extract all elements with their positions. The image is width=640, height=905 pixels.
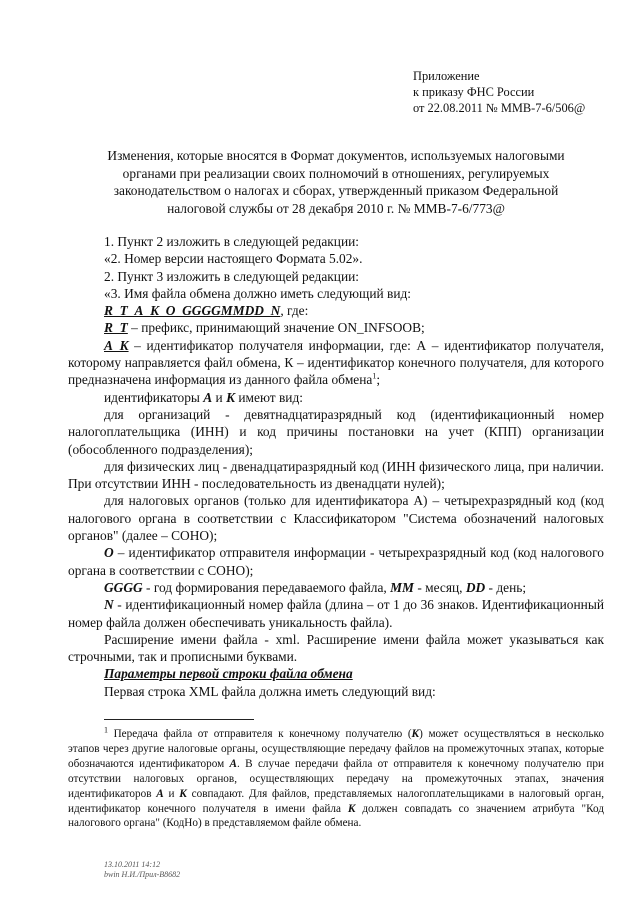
- gggg-code: GGGG: [104, 579, 143, 595]
- footnote-part: должен совпадать со значением атрибута "Код налогового органа" (КодНо) в представляемом файле обмена.: [68, 802, 604, 830]
- approval-block: [413, 68, 585, 116]
- n-code: N: [104, 597, 114, 613]
- extension-paragraph: Расширение имени файла - xml. Расширение имени файла может указываться как строчными, так и прописными буквами.: [68, 631, 604, 665]
- ids-suffix: имеют вид:: [235, 389, 303, 405]
- o-definition: [68, 544, 604, 579]
- ak-text: – идентификатор получателя информации, где: А – идентификатор получателя, которому направляется файл обмена, К – идентификатор конечного получателя, для которого предназначена информация из данного файла обмена: [68, 337, 604, 388]
- footnote-part: Передача файла от отправителя к конечному получателю (: [108, 728, 412, 740]
- params-heading: [68, 665, 604, 682]
- filename-pattern-line: [68, 302, 604, 319]
- gggg-text: - год формирования передаваемого файла,: [142, 579, 391, 595]
- footnote: [68, 727, 604, 831]
- approval-line: Приложение: [413, 69, 480, 83]
- orgs-paragraph: для организаций - девятнадцатиразрядный код (идентификационный номер налогоплательщика (ИНН) и код причины постановки на учет (КПП) организации (обособленного подразделения);: [68, 406, 604, 457]
- first-line-paragraph: Первая строка XML файла должна иметь следующий вид:: [104, 683, 436, 699]
- filename-pattern: R_T_A_K_O_GGGGMMDD_N: [104, 303, 281, 319]
- persons-paragraph: для физических лиц - двенадцатиразрядный код (ИНН физического лица, при наличии. При отсутствии ИНН - последовательность из двенадцати нулей);: [68, 458, 604, 492]
- footnote-part: ) может осуществляться в несколько этапов через другие налоговые органы, осуществляющие передачу файлов на промежуточных этапах, которые обозначаются идентификатором: [68, 728, 604, 770]
- footnote-k: К: [411, 728, 420, 740]
- footnote-k: К: [179, 787, 187, 800]
- mm-code: MM: [390, 579, 414, 595]
- document-body: [68, 233, 604, 700]
- filename-suffix: , где:: [280, 303, 309, 319]
- rt-definition: [68, 319, 604, 336]
- title-line: налоговой службы от 28 декабря 2010 г. № ММВ-7-6/773@: [167, 200, 505, 216]
- footnote-mark: 1: [104, 725, 108, 735]
- dd-text: - день;: [485, 579, 527, 595]
- ak-code: A_K: [104, 337, 129, 353]
- title-line: законодательством о налогах и сборах, утвержденный приказом Федеральной: [113, 183, 559, 198]
- print-stamp: [104, 860, 180, 880]
- rt-code: R_T: [104, 320, 128, 336]
- approval-line: к приказу ФНС России: [413, 85, 535, 99]
- o-text: – идентификатор отправителя информации - четырехразрядный код (код налогового органа в соответствии с СОНО);: [68, 545, 604, 578]
- footnote-a: А: [156, 787, 164, 800]
- footnote-a: А: [229, 757, 237, 770]
- item-1: 1. Пункт 2 изложить в следующей редакции:: [104, 234, 360, 249]
- footnote-text: [68, 727, 604, 831]
- approval-line: от 22.08.2011 № ММВ-7-6/506@: [413, 101, 586, 115]
- params-heading-text: Параметры первой строки файла обмена: [104, 666, 353, 682]
- document-title: [66, 147, 606, 217]
- date-definition: [68, 579, 604, 596]
- o-code: O: [104, 545, 114, 561]
- rt-text: – префикс, принимающий значение ON_INFSOOB;: [127, 320, 425, 336]
- item-2: 2. Пункт 3 изложить в следующей редакции:: [104, 268, 360, 284]
- mm-text: - месяц,: [413, 579, 466, 595]
- ak-end: ;: [376, 372, 381, 388]
- ak-definition: [68, 337, 604, 389]
- footnote-part: . В случае передачи файла от отправителя к конечному получателю при отсутствии налоговых органов, осуществляющих передачу на промежуточных этапах, значения идентификаторов: [68, 757, 604, 800]
- ids-and: и: [212, 389, 227, 405]
- stamp-line: 13.10.2011 14:12: [104, 860, 161, 869]
- ids-prefix: идентификаторы: [104, 389, 204, 405]
- tax-bodies-paragraph: для налоговых органов (только для идентификатора А) – четырехразрядный код (код налогового органа в соответствии с Классификатором "Система обозначений налоговых органов" (далее – СОНО);: [68, 493, 604, 544]
- item-1-text: «2. Номер версии настоящего Формата 5.02».: [104, 251, 363, 267]
- dd-code: DD: [465, 579, 486, 595]
- ids-k: K: [226, 389, 236, 405]
- title-line: органами при реализации своих полномочий в отношениях, регулируемых: [122, 165, 550, 181]
- footnote-and: и: [163, 787, 180, 800]
- n-text: - идентификационный номер файла (длина – от 1 до 36 знаков. Идентификационный номер файла должен обеспечивать уникальность файла).: [68, 597, 604, 630]
- ids-a: A: [203, 389, 213, 405]
- stamp-line: bwin Н.И./Прил-В8682: [104, 870, 181, 879]
- footnote-part: совпадают. Для файлов, представляемых налогоплательщиками в налоговый орган, идентификатор конечного получателя в имени файла: [68, 787, 604, 815]
- n-definition: [68, 596, 604, 631]
- title-line: Изменения, которые вносятся в Формат документов, используемых налоговыми: [107, 148, 565, 163]
- footnote-separator: [104, 719, 254, 720]
- footnote-k: К: [347, 802, 356, 815]
- ids-line: [68, 389, 604, 406]
- footnote-ref[interactable]: 1: [372, 371, 377, 381]
- item-2-text: «3. Имя файла обмена должно иметь следующий вид:: [104, 285, 412, 301]
